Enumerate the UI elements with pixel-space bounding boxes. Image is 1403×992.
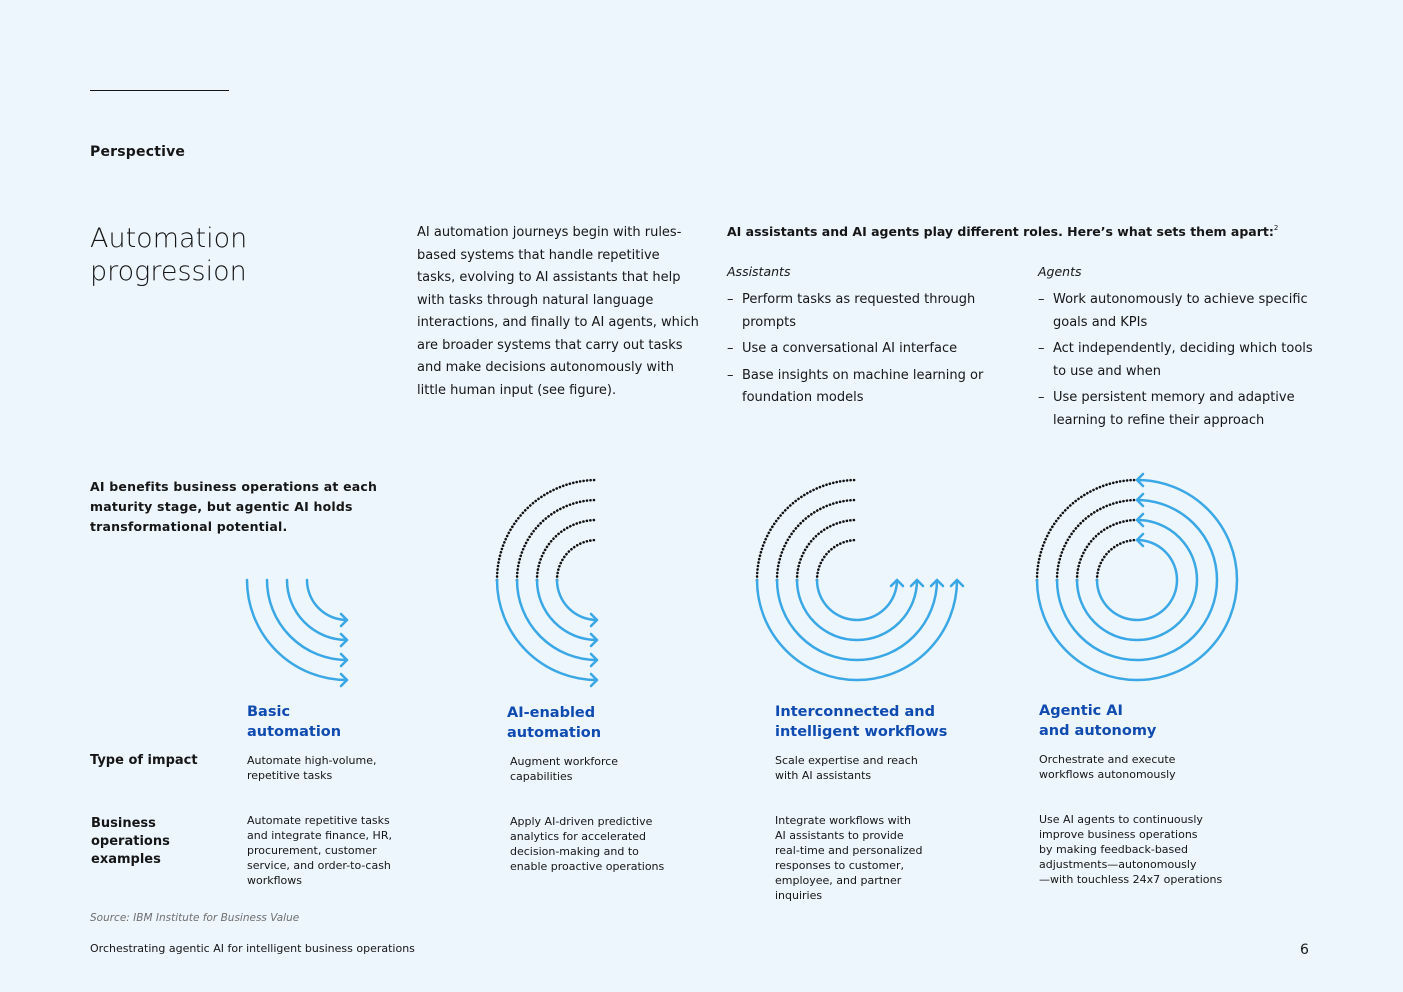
stage-title-line: Agentic AI (1039, 703, 1123, 719)
stage-4-title (1039, 701, 1156, 741)
stage-title-line: Interconnected and (775, 704, 935, 720)
stage-title-line: and autonomy (1039, 723, 1157, 739)
impact-line: Augment workforce (510, 755, 619, 768)
row-label-line: Business (91, 816, 156, 831)
list-item: – Base insights on machine learning or foundation models (727, 365, 987, 410)
row-label-line: examples (91, 852, 161, 867)
stage-3-impact (775, 753, 918, 783)
assistants-heading: Assistants (727, 264, 791, 279)
impact-line: with AI assistants (775, 769, 872, 782)
figure-headline: AI benefits business operations at each maturity stage, but agentic AI holds transformational potential. (90, 479, 378, 534)
example-line: responses to customer, (775, 859, 905, 872)
impact-line: capabilities (510, 770, 573, 783)
example-line: Apply AI-driven predictive (510, 815, 653, 828)
impact-line: Scale expertise and reach (775, 754, 918, 767)
row-label-examples (91, 815, 170, 869)
example-line: Use AI agents to continuously (1039, 813, 1203, 826)
intro-paragraph: AI automation journeys begin with rules-based systems that handle repetitive tasks, evolving to AI assistants that help with tasks through natural language interactions, and finally to AI agents, which are broader systems that carry out tasks and make decisions autonomously with little human input (see figure). (417, 225, 699, 398)
example-line: by making feedback-based (1039, 843, 1189, 856)
agents-heading: Agents (1038, 264, 1082, 279)
list-item: – Use a conversational AI interface (727, 338, 987, 361)
stage-3-examples (775, 813, 922, 903)
list-item: – Work autonomously to achieve specific goals and KPIs (1038, 289, 1313, 334)
impact-line: Automate high-volume, (247, 754, 377, 767)
stage-2-title (507, 703, 601, 743)
agentic-ai-icon (1037, 474, 1237, 680)
example-line: enable proactive operations (510, 860, 665, 873)
interconnected-workflows-icon (757, 480, 963, 680)
page-title-line-2: progression (90, 256, 247, 287)
example-line: improve business operations (1039, 828, 1198, 841)
stage-title-line: intelligent workflows (775, 724, 948, 740)
section-label: Perspective (90, 144, 186, 160)
example-line: decision-making and to (510, 845, 639, 858)
footer-doc-title: Orchestrating agentic AI for intelligent business operations (90, 942, 415, 955)
example-line: inquiries (775, 889, 823, 902)
stage-title-line: automation (247, 724, 342, 740)
stage-title-line: automation (507, 725, 602, 741)
stage-1-examples (247, 813, 392, 888)
example-line: adjustments—autonomously (1039, 858, 1197, 871)
impact-line: Orchestrate and execute (1039, 753, 1176, 766)
stage-2-impact (510, 754, 618, 784)
example-line: and integrate finance, HR, (247, 829, 392, 842)
list-item: – Act independently, deciding which tools to use and when (1038, 338, 1313, 383)
example-line: Integrate workflows with (775, 814, 911, 827)
page-number: 6 (1300, 942, 1309, 958)
example-line: Automate repetitive tasks (247, 814, 390, 827)
ai-enabled-automation-icon (497, 480, 597, 686)
basic-automation-icon (247, 580, 347, 686)
stage-2-examples (510, 814, 664, 874)
example-line: service, and order-to-cash (247, 859, 391, 872)
figure-source: Source: IBM Institute for Business Value (90, 912, 300, 924)
stage-title-line: Basic (247, 704, 291, 720)
row-label-line: operations (91, 834, 170, 849)
footnote-marker: 2 (1273, 224, 1279, 232)
example-line: real-time and personalized (775, 844, 923, 857)
stage-title-line: AI-enabled (507, 705, 596, 721)
row-label-impact: Type of impact (90, 753, 198, 768)
stage-1-title (247, 702, 341, 742)
stage-3-title (775, 702, 947, 742)
list-item: – Use persistent memory and adaptive learning to refine their approach (1038, 387, 1313, 432)
list-item: – Perform tasks as requested through prompts (727, 289, 987, 334)
impact-line: repetitive tasks (247, 769, 333, 782)
example-line: analytics for accelerated (510, 830, 647, 843)
stage-1-impact (247, 753, 376, 783)
example-line: AI assistants to provide (775, 829, 904, 842)
example-line: workflows (247, 874, 303, 887)
stage-4-examples (1039, 812, 1222, 887)
impact-line: workflows autonomously (1039, 768, 1176, 781)
stage-4-impact (1039, 752, 1176, 782)
example-line: procurement, customer (247, 844, 377, 857)
page-title-line-1: Automation (90, 223, 248, 254)
roles-heading-text: AI assistants and AI agents play different roles. Here’s what sets them apart: (727, 224, 1274, 239)
example-line: —with touchless 24x7 operations (1039, 873, 1223, 886)
example-line: employee, and partner (775, 874, 902, 887)
